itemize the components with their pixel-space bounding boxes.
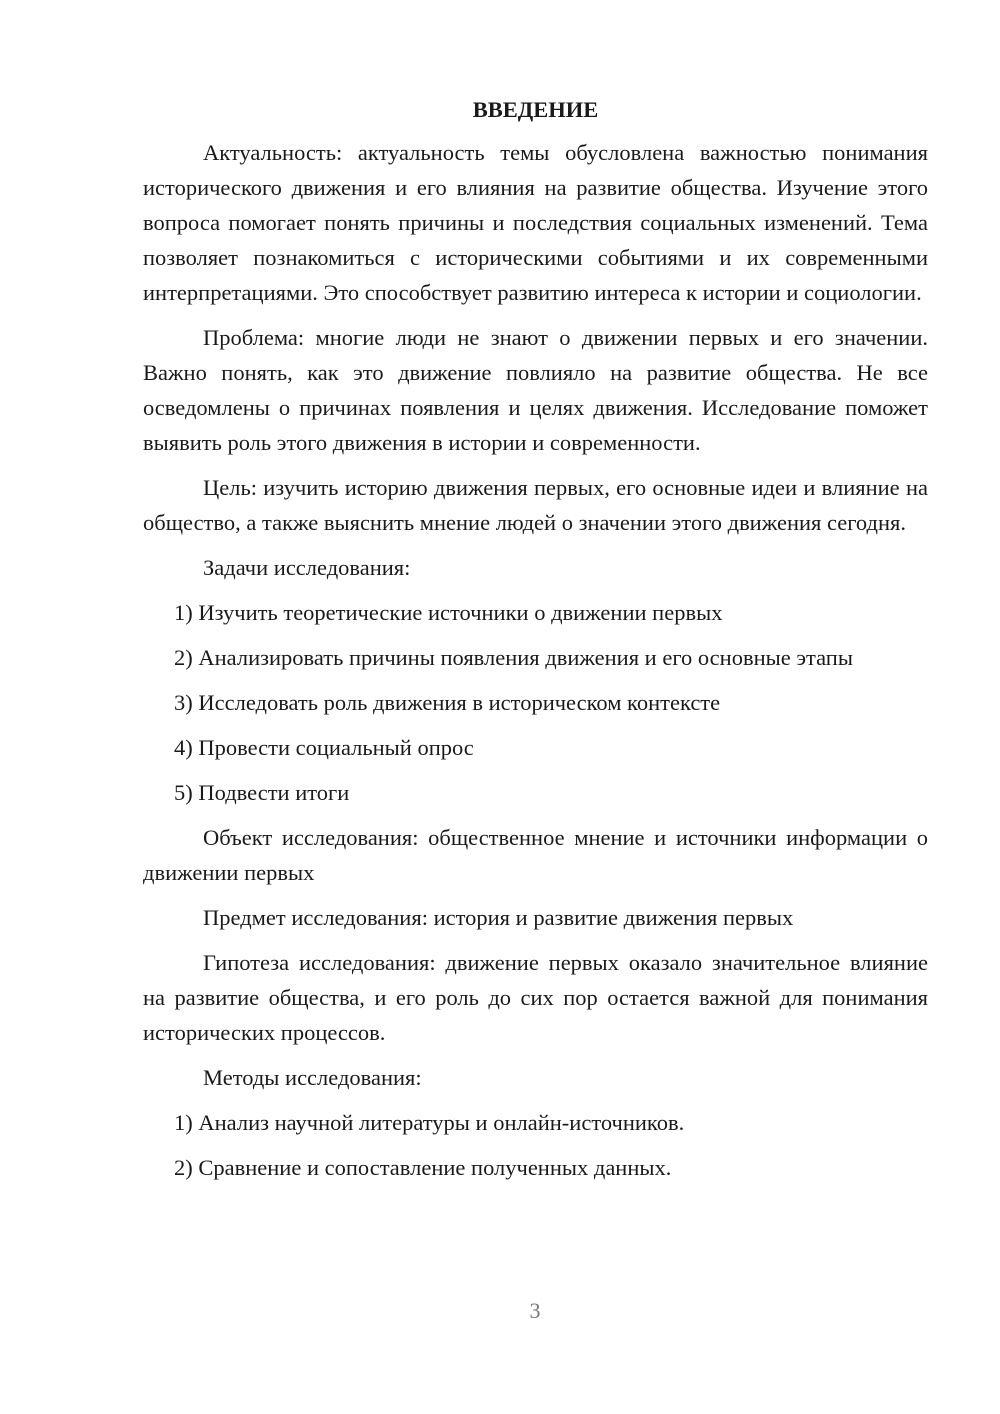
document-page [143, 92, 928, 1195]
methods-heading: Методы исследования: [203, 1065, 422, 1090]
section-title: ВВЕДЕНИЕ [472, 97, 599, 122]
method-item-2: 2) Сравнение и сопоставление полученных данных. [174, 1155, 672, 1180]
method-item-1: 1) Анализ научной литературы и онлайн-источников. [174, 1110, 685, 1135]
task-item-1: 1) Изучить теоретические источники о движении первых [174, 600, 723, 625]
tasks-heading: Задачи исследования: [203, 555, 411, 580]
task-item-5: 5) Подвести итоги [174, 780, 350, 805]
task-item-2: 2) Анализировать причины появления движения и его основные этапы [174, 645, 853, 670]
relevance-paragraph: Актуальность: актуальность темы обусловлена важностью понимания исторического движения и его влияния на развитие общества. Изучение этого вопроса помогает понять причины и последствия социальных изменений. Тема позволяет познакомиться с историческими событиями и их современными интерпретациями. Это способствует развитию интереса к истории и социологии. [143, 140, 928, 305]
subject-paragraph: Предмет исследования: история и развитие движения первых [203, 905, 794, 930]
hypothesis-paragraph: Гипотеза исследования: движение первых оказало значительное влияние на развитие общества, и его роль до сих пор остается важной для понимания исторических процессов. [143, 950, 928, 1045]
object-paragraph: Объект исследования: общественное мнение и источники информации о движении первых [143, 825, 928, 885]
page-number: 3 [529, 1298, 541, 1323]
task-item-3: 3) Исследовать роль движения в историческом контексте [174, 690, 721, 715]
task-item-4: 4) Провести социальный опрос [174, 735, 474, 760]
problem-paragraph: Проблема: многие люди не знают о движении первых и его значении. Важно понять, как это движение повлияло на развитие общества. Не все осведомлены о причинах появления и целях движения. Исследование поможет выявить роль этого движения в истории и современности. [143, 325, 928, 455]
goal-paragraph: Цель: изучить историю движения первых, его основные идеи и влияние на общество, а также выяснить мнение людей о значении этого движения сегодня. [143, 475, 928, 535]
